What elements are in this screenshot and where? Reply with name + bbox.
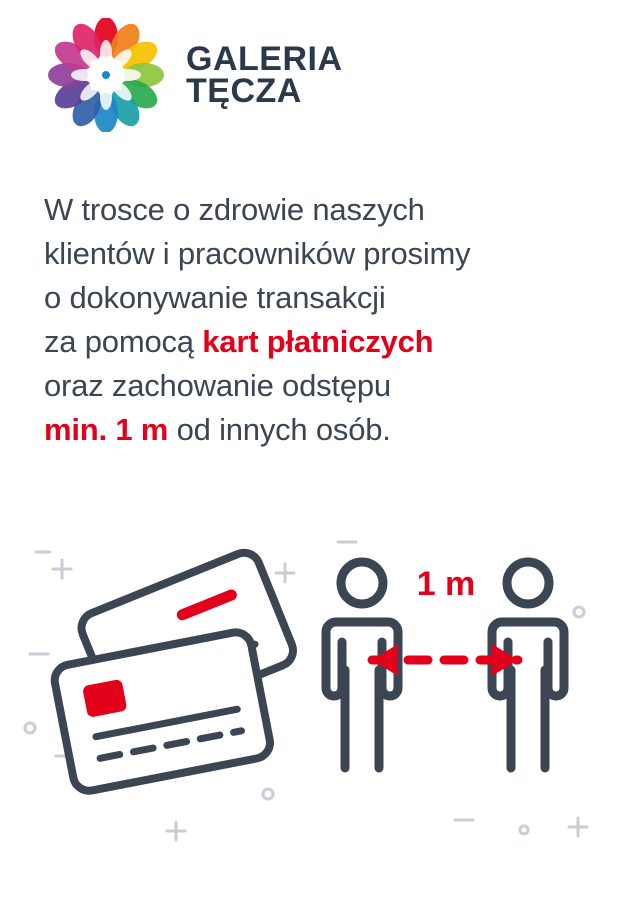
- social-distancing-people-icon: [326, 562, 564, 768]
- message-line-4-prefix: za pomocą: [44, 324, 203, 360]
- message-highlight-distance: min. 1 m: [44, 412, 169, 448]
- notice-message: [44, 188, 604, 452]
- message-line-6-suffix: od innych osób.: [168, 412, 391, 448]
- message-line-1: W trosce o zdrowie naszych: [44, 192, 425, 227]
- message-line-2: klientów i pracowników prosimy: [44, 236, 471, 272]
- illustration: [0, 520, 636, 880]
- message-line-5: oraz zachowanie odstępu: [44, 368, 391, 404]
- message-line-3: o dokonywanie transakcji: [44, 280, 386, 316]
- brand-header: [0, 0, 636, 110]
- message-highlight-cards: kart płatniczych: [202, 324, 434, 360]
- rosette-logo-icon: [44, 18, 168, 132]
- brand-name-line1: GALERIA: [186, 39, 343, 78]
- message-line-4: [44, 320, 604, 364]
- payment-cards-icon: [52, 548, 298, 793]
- distance-label: 1 m: [416, 565, 476, 603]
- brand-name-line2: TĘCZA: [186, 72, 302, 110]
- brand-name: [186, 39, 343, 110]
- message-line-6: [44, 408, 604, 452]
